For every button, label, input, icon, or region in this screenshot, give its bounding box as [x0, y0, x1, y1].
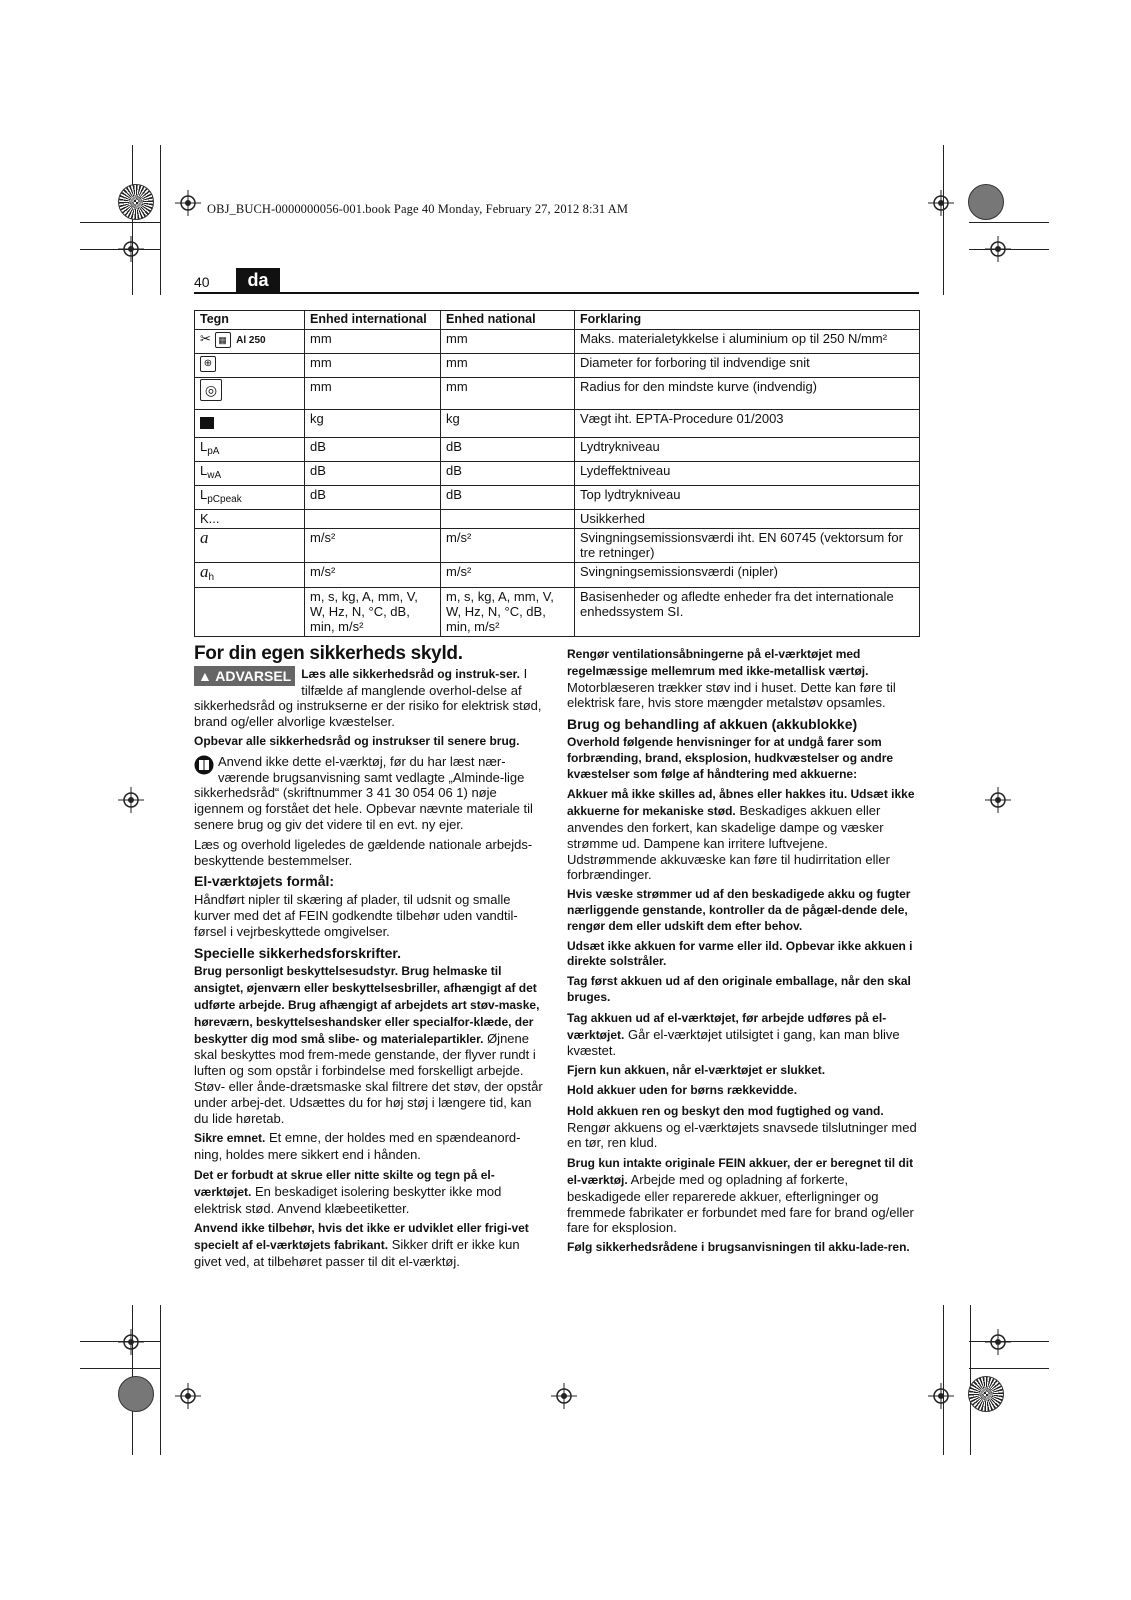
bold-text: Brug kun intakte originale FEIN akkuer, der er beregnet til dit el-værktøj. — [567, 1156, 914, 1187]
table-header: Enhed national — [441, 311, 575, 330]
body-text: Arbejde med og opladning af forkerte, beskadigede eller reparerede akkuer, efterligninger og fremmede fabrikater er forbundet med fare for brand og/eller fare for eksplosion. — [567, 1171, 914, 1236]
paragraph: Følg sikkerhedsrådene i brugsanvisningen til akku-lade-ren. — [567, 1240, 910, 1255]
body-text: En beskadiget isolering beskytter ikke mod elektrisk stød. Anvend klæbeetiketter. — [194, 1183, 502, 1216]
crosshair-mark — [928, 190, 954, 216]
header-rule — [194, 292, 919, 294]
paragraph — [194, 1220, 544, 1269]
table-cell: kg — [305, 410, 441, 438]
bold-text: Anvend ikke tilbehør, hvis det ikke er udviklet eller frigi-vet specielt af el-værktøjets fabrikant. — [194, 1221, 529, 1253]
drill-hole-icon: ⊕ — [200, 356, 216, 372]
crop-mark — [132, 145, 133, 295]
body-text: Anvend ikke dette el-værktøj, før du har læst nær-værende brugsanvisning samt vedlagte „Alminde-lige sikkerhedsråd“ (skriftnummer 3 41 30 054 06 1) nøje igennem og forstået det hele. Opbevar nævnte materiale til senere brug og giv det videre til en evt. ny ejer. — [194, 753, 533, 832]
symbol-cell — [195, 378, 305, 410]
table-row — [195, 529, 920, 563]
table-cell: mm — [305, 354, 441, 378]
curve-radius-icon: ◎ — [200, 379, 222, 401]
paragraph — [194, 1130, 544, 1163]
crop-mark — [943, 145, 944, 295]
table-cell: Diameter for forboring til indvendige snit — [575, 354, 920, 378]
paragraph: Håndført nipler til skæring af plader, til udsnit og smalle kurver med det af FEIN godkendte tilbehør uden vandtil-førsel i vejrbeskyttede omgivelser. — [194, 892, 518, 939]
registration-disc — [968, 184, 1004, 220]
table-cell: Svingningsemissionsværdi iht. EN 60745 (vektorsum for tre retninger) — [575, 529, 920, 563]
symbol-subscript: pCpeak — [207, 494, 242, 505]
paragraph — [194, 963, 544, 1126]
table-cell: dB — [305, 486, 441, 510]
bold-text: Hold akkuen ren og beskyt den mod fugtighed og vand. — [567, 1103, 884, 1118]
table-cell: mm — [441, 378, 575, 410]
table-cell: Vægt iht. EPTA-Procedure 01/2003 — [575, 410, 920, 438]
bold-text: Det er forbudt at skrue eller nitte skilte og tegn på el-værktøjet. — [194, 1167, 495, 1199]
bold-text: Tag akkuen ud af el-værktøjet, før arbejde udføres på el-værktøjet. — [567, 1010, 887, 1042]
table-row — [195, 354, 920, 378]
table-cell: dB — [305, 462, 441, 486]
table-cell: Lydtrykniveau — [575, 438, 920, 462]
crosshair-mark — [118, 236, 144, 262]
symbol-text: L — [200, 463, 208, 478]
bold-text: Læs alle sikkerhedsråd og instruk-ser. — [301, 666, 520, 681]
symbol-cell — [195, 462, 305, 486]
symbol-cell — [195, 410, 305, 438]
left-column — [194, 643, 544, 1274]
table-row — [195, 510, 920, 529]
file-info-line: OBJ_BUCH-0000000056-001.book Page 40 Monday, February 27, 2012 8:31 AM — [207, 202, 629, 216]
table-row — [195, 378, 920, 410]
table-cell: Maks. materialetykkelse i aluminium op til 250 N/mm² — [575, 330, 920, 354]
paragraph — [567, 1155, 919, 1236]
table-cell: m/s² — [441, 563, 575, 588]
crosshair-mark — [551, 1383, 577, 1409]
subheading: El-værktøjets formål: — [194, 873, 335, 890]
table-row — [195, 330, 920, 354]
crop-mark — [160, 1305, 161, 1455]
paragraph: Hvis væske strømmer ud af den beskadigede akku og fugter nærliggende genstande, kontroller da de pågæl-dende dele, rengør dem eller udskift dem efter behov. — [567, 887, 911, 933]
table-cell — [305, 510, 441, 529]
registration-disc — [968, 1376, 1004, 1412]
table-cell: Basisenheder og afledte enheder fra det internationale enhedssystem SI. — [575, 588, 920, 637]
crosshair-mark — [175, 190, 201, 216]
table-header-row — [195, 311, 920, 330]
paragraph — [567, 786, 919, 883]
table-header: Tegn — [195, 311, 305, 330]
table-cell: dB — [305, 438, 441, 462]
table-header: Enhed international — [305, 311, 441, 330]
symbol-cell — [195, 486, 305, 510]
paragraph: Hold akkuer uden for børns rækkevidde. — [567, 1082, 798, 1097]
registration-disc — [118, 184, 154, 220]
table-cell: dB — [441, 438, 575, 462]
table-cell: m/s² — [305, 529, 441, 563]
language-badge: da — [236, 268, 280, 292]
table-cell: Lydeffektniveau — [575, 462, 920, 486]
paragraph — [194, 666, 544, 730]
body-text: Et emne, der holdes med en spændeanord-ning, holdes mere sikkert end i hånden. — [194, 1130, 521, 1163]
bold-text: Akkuer må ikke skilles ad, åbnes eller hakkes itu. Udsæt ikke akkuerne for mekaniske stød. — [567, 787, 915, 819]
registration-disc — [118, 1376, 154, 1412]
crosshair-mark — [985, 787, 1011, 813]
specification-table — [194, 310, 920, 637]
crop-mark — [969, 222, 1049, 223]
body-text: Øjnene skal beskyttes mod frem-mede genstande, der flyver rundt i luften og som opstår i forbindelse med forskelligt arbejde. Støv- eller ånde-drætsmaske skal filtrere det støv, der opstår under arbej-det. Udsættes du for høj støj i længere tid, kan du lide høretab. — [194, 1030, 543, 1126]
weight-icon — [200, 417, 214, 429]
bold-text: Sikre emnet. — [194, 1131, 266, 1146]
paragraph: Læs og overhold ligeledes de gældende nationale arbejds-beskyttende bestemmelser. — [194, 836, 533, 868]
paragraph: Overhold følgende henvisninger for at undgå farer som forbrænding, brand, eksplosion, hudkvæstelser og andre kvæstelser som følge af håndtering med akkuerne: — [567, 734, 894, 781]
symbol-subscript: h — [208, 572, 215, 583]
symbol-cell — [195, 563, 305, 588]
body-text: Går el-værktøjet utilsigtet i gang, kan man blive kvæstet. — [567, 1026, 900, 1059]
table-cell: Usikkerhed — [575, 510, 920, 529]
symbol-cell — [195, 588, 305, 637]
table-cell: m/s² — [441, 529, 575, 563]
scissors-icon: ✂ — [200, 331, 211, 346]
bold-text: Brug personligt beskyttelsesudstyr. Brug helmaske til ansigtet, øjenværn eller beskyttelsesbriller, afhængigt af det udførte arbejde. Brug afhængigt af arbejdets art støv-maske, høreværn, beskyttelseshandsker eller specialfor-klæde, der beskytter dig mod små slibe- og materialepartikler. — [194, 964, 540, 1046]
table-cell: kg — [441, 410, 575, 438]
material-label: Al 250 — [236, 335, 266, 346]
crosshair-mark — [985, 236, 1011, 262]
read-manual-icon — [194, 754, 212, 774]
table-header: Forklaring — [575, 311, 920, 330]
crop-mark — [160, 145, 161, 295]
crosshair-mark — [118, 1329, 144, 1355]
paragraph: Fjern kun akkuen, når el-værktøjet er slukket. — [567, 1063, 826, 1078]
table-cell: m, s, kg, A, mm, V, W, Hz, N, °C, dB, min, m/s² — [305, 588, 441, 637]
paragraph — [567, 1010, 919, 1059]
table-row — [195, 462, 920, 486]
table-row — [195, 588, 920, 637]
table-row — [195, 486, 920, 510]
table-cell: mm — [305, 330, 441, 354]
symbol-cell — [195, 529, 305, 563]
paragraph — [194, 754, 544, 833]
table-cell: m, s, kg, A, mm, V, W, Hz, N, °C, dB, min, m/s² — [441, 588, 575, 637]
crosshair-mark — [175, 1383, 201, 1409]
crop-mark — [80, 222, 160, 223]
crosshair-mark — [118, 787, 144, 813]
table-row — [195, 438, 920, 462]
table-cell: m/s² — [305, 563, 441, 588]
symbol-text: a — [200, 528, 209, 547]
symbol-subscript: pA — [207, 446, 220, 457]
table-row — [195, 563, 920, 588]
subheading: Brug og behandling af akkuen (akkublokke) — [567, 716, 858, 733]
crop-mark — [970, 1305, 971, 1455]
warning-badge: ▲ ADVARSEL — [194, 666, 295, 686]
table-cell: Svingningsemissionsværdi (nipler) — [575, 563, 920, 588]
bold-text: Rengør ventilationsåbningerne på el-værktøjet med regelmæssige mellemrum med ikke-metallisk værtøj. — [567, 647, 869, 678]
symbol-cell — [195, 354, 305, 378]
paragraph: Udsæt ikke akkuen for varme eller ild. Opbevar ikke akkuen i direkte solstråler. — [567, 938, 913, 969]
table-cell: mm — [441, 354, 575, 378]
body-text: Motorblæseren trækker støv ind i huset. Dette kan føre til elektrisk fare, hvis store mængder metalstøv opsamles. — [567, 679, 896, 711]
right-column — [567, 646, 919, 1260]
paragraph: Tag først akkuen ud af den originale emballage, når den skal bruges. — [567, 974, 911, 1004]
symbol-cell: K... — [195, 510, 305, 529]
crosshair-mark — [985, 1329, 1011, 1355]
crop-mark — [943, 1305, 944, 1455]
table-row — [195, 410, 920, 438]
body-text: Sikker drift er ikke kun givet ved, at tilbehøret passer til dit el-værktøj. — [194, 1237, 520, 1269]
symbol-cell — [195, 330, 305, 354]
table-cell: Top lydtrykniveau — [575, 486, 920, 510]
table-cell — [441, 510, 575, 529]
body-text: Rengør akkuens og el-værktøjets snavsede tilslutninger med en tør, ren klud. — [567, 1119, 917, 1151]
section-title: For din egen sikkerheds skyld. — [194, 643, 463, 664]
symbol-text: L — [200, 487, 208, 502]
symbol-subscript: wA — [207, 470, 222, 481]
symbol-cell — [195, 438, 305, 462]
crop-mark — [80, 1368, 160, 1369]
body-text: Beskadiges akkuen eller anvendes den forkert, kan skadelige dampe og væsker strømme ud. Dampene kan irritere luftvejene. Udstrømmende akkuvæske kan føre til hudirritation eller forbrændinger. — [567, 803, 890, 883]
paragraph — [194, 1167, 544, 1216]
table-cell: dB — [441, 462, 575, 486]
table-cell: mm — [305, 378, 441, 410]
paragraph: Opbevar alle sikkerhedsråd og instrukser til senere brug. — [194, 733, 520, 748]
symbol-text: a — [200, 562, 209, 581]
page-number: 40 — [194, 274, 210, 290]
symbol-text: L — [200, 439, 208, 454]
paragraph — [567, 1103, 919, 1151]
table-cell: Radius for den mindste kurve (indvendig) — [575, 378, 920, 410]
crosshair-mark — [928, 1383, 954, 1409]
table-cell: mm — [441, 330, 575, 354]
warning-label: ADVARSEL — [215, 667, 292, 684]
paragraph — [567, 646, 919, 711]
material-icon: ▦ — [215, 332, 231, 348]
subheading: Specielle sikkerhedsforskrifter. — [194, 944, 401, 961]
table-cell: dB — [441, 486, 575, 510]
body-text: I tilfælde af manglende overhol-delse af sikkerhedsråd og instrukserne er der risiko for elektrisk stød, brand og/eller alvorlige kvæstelser. — [194, 665, 542, 730]
crop-mark — [969, 1368, 1049, 1369]
